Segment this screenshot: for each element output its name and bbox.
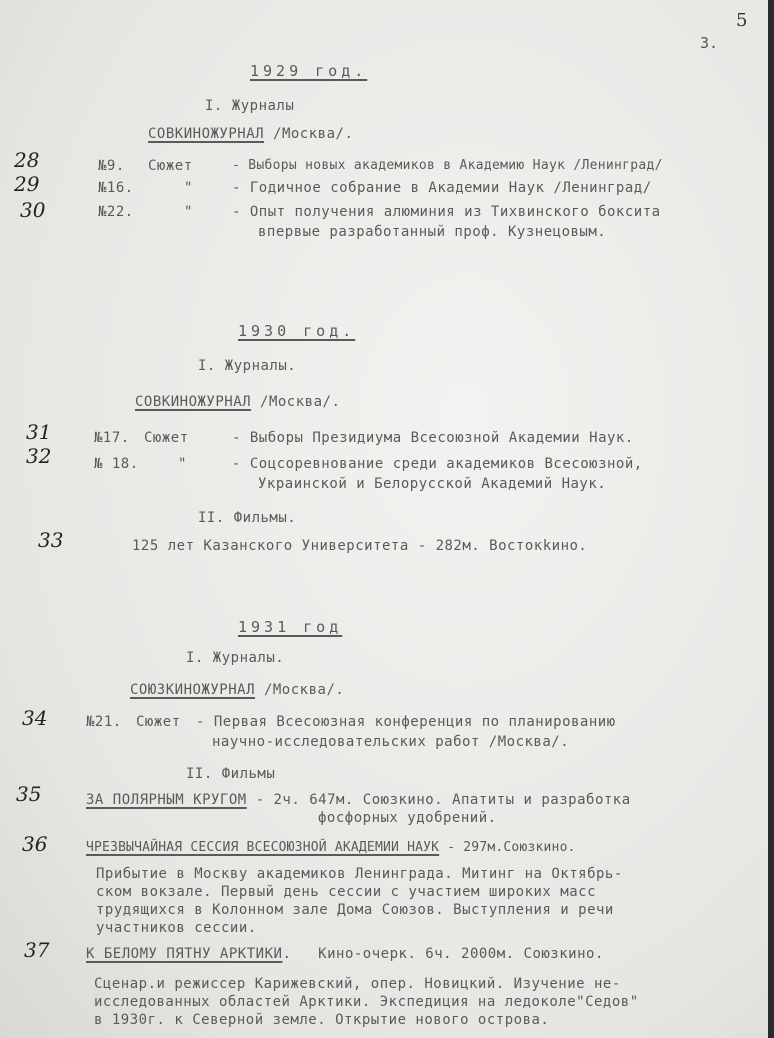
film-details: - 297м.Союзкино. bbox=[439, 840, 576, 855]
ref-number: 34 bbox=[22, 706, 48, 730]
item-num: №21. bbox=[86, 714, 122, 730]
newsreel-city: /Москва/. bbox=[263, 682, 345, 698]
film-entry bbox=[86, 792, 631, 808]
item-num: № 18. bbox=[94, 456, 139, 472]
film-description-line: исследованных областей Арктики. Экспедиция на ледоколе"Седов" bbox=[94, 994, 639, 1010]
item-text: - Выборы Президиума Всесоюзной Академии Наук. bbox=[232, 430, 634, 446]
film-title: ЧРЕЗВЫЧАЙНАЯ СЕССИЯ ВСЕСОЮЗНОЙ АКАДЕМИИ НАУК bbox=[86, 840, 440, 855]
newsreel-1931 bbox=[130, 682, 344, 698]
item-text: - Опыт получения алюминия из Тихвинского боксита bbox=[232, 204, 661, 220]
newsreel-city: /Москва/. bbox=[260, 394, 341, 410]
item-num: №22. bbox=[98, 204, 134, 220]
item-kind: Сюжет bbox=[144, 430, 189, 446]
item-kind: Сюжет bbox=[136, 714, 181, 730]
item-num: №9. bbox=[98, 158, 125, 174]
ref-number: 31 bbox=[26, 420, 52, 444]
film-description-line: трудящихся в Колонном зале Дома Союзов. Выступления и речи bbox=[96, 902, 614, 918]
film-description-line: в 1930г. к Северной земле. Открытие нового острова. bbox=[94, 1012, 550, 1028]
film-details: . Кино-очерк. 6ч. 2000м. Союзкино. bbox=[282, 946, 604, 962]
film-description-line: ском вокзале. Первый день сессии с участием широких масс bbox=[96, 884, 597, 900]
film-details: - 2ч. 647м. Союзкино. Апатиты и разработка bbox=[246, 792, 631, 808]
item-kind: " bbox=[184, 180, 193, 196]
film-title: ЗА ПОЛЯРНЫМ КРУГОМ bbox=[86, 792, 247, 808]
film-entry bbox=[86, 840, 576, 855]
films-heading-1930: II. Фильмы. bbox=[198, 510, 297, 526]
newsreel-1929 bbox=[148, 126, 353, 142]
newsreel-title: СОВКИНОЖУРНАЛ bbox=[135, 394, 252, 410]
item-text-continued: научно-исследовательских работ /Москва/. bbox=[212, 734, 570, 750]
film-description-line: Сценар.и режиссер Карижевский, опер. Новицкий. Изучение не- bbox=[94, 976, 621, 992]
item-text-continued: впервые разработанный проф. Кузнецовым. bbox=[258, 224, 607, 240]
corner-mark: 5 bbox=[736, 10, 748, 31]
item-kind: " bbox=[184, 204, 193, 220]
journals-heading-1929: I. Журналы bbox=[205, 98, 295, 114]
item-text: - Соцсоревнование среди академиков Всесоюзной, bbox=[232, 456, 643, 472]
journals-heading-1930: I. Журналы. bbox=[198, 358, 297, 374]
page-number: 3. bbox=[700, 34, 719, 52]
item-num: №17. bbox=[94, 430, 130, 446]
item-num: №16. bbox=[98, 180, 134, 196]
item-text: - Первая Всесоюзная конференция по планированию bbox=[196, 714, 616, 730]
newsreel-title: СОЮЗКИНОЖУРНАЛ bbox=[130, 682, 256, 698]
year-heading-1930: 1930 год. bbox=[238, 322, 356, 340]
film-details-continued: фосфорных удобрений. bbox=[318, 810, 497, 826]
ref-number: 37 bbox=[24, 938, 50, 962]
ref-number: 35 bbox=[16, 782, 42, 806]
item-text: - Годичное собрание в Академии Наук /Ленинград/ bbox=[232, 180, 652, 196]
item-kind: " bbox=[178, 456, 187, 472]
film-entry: 125 лет Казанского Университета - 282м. Востокkино. bbox=[132, 538, 588, 554]
film-entry bbox=[86, 946, 604, 962]
journals-heading-1931: I. Журналы. bbox=[186, 650, 285, 666]
ref-number: 36 bbox=[22, 832, 48, 856]
ref-number: 28 bbox=[14, 148, 40, 172]
ref-number: 29 bbox=[14, 172, 40, 196]
film-description-line: Прибытие в Москву академиков Ленинграда. Митинг на Октябрь- bbox=[96, 866, 623, 882]
ref-number: 33 bbox=[38, 528, 64, 552]
item-text: - Выборы новых академиков в Академию Наук /Ленинград/ bbox=[232, 158, 663, 173]
film-title: К БЕЛОМУ ПЯТНУ АРКТИКИ bbox=[86, 946, 283, 962]
ref-number: 32 bbox=[26, 444, 52, 468]
year-heading-1929: 1929 год. bbox=[250, 62, 368, 80]
newsreel-title: СОВКИНОЖУРНАЛ bbox=[148, 126, 265, 142]
newsreel-city: /Москва/. bbox=[273, 126, 354, 142]
ref-number: 30 bbox=[20, 198, 46, 222]
item-text-continued: Украинской и Белорусской Академий Наук. bbox=[258, 476, 607, 492]
newsreel-1930 bbox=[135, 394, 340, 410]
item-kind: Сюжет bbox=[148, 158, 193, 174]
film-description-line: участников сессии. bbox=[96, 920, 257, 936]
films-heading-1931: II. Фильмы bbox=[186, 766, 276, 782]
scan-edge bbox=[768, 0, 774, 1038]
year-heading-1931: 1931 год bbox=[238, 618, 343, 636]
